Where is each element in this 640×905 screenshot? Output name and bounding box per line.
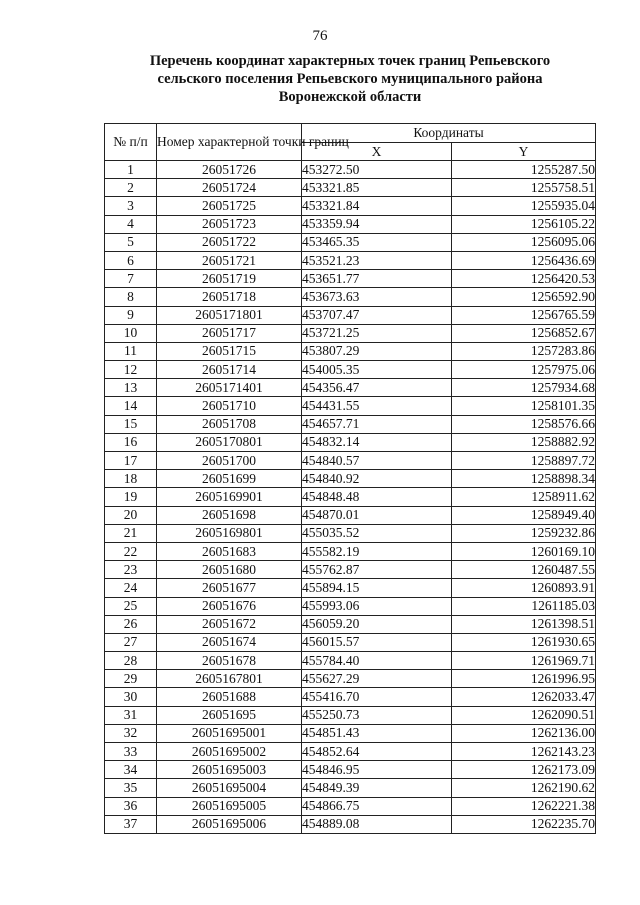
point-number-cell: 26051715	[157, 342, 302, 360]
y-coordinate-cell: 1256436.69	[452, 251, 596, 269]
point-number-cell: 26051719	[157, 270, 302, 288]
x-coordinate-cell: 453321.85	[302, 179, 452, 197]
x-coordinate-cell: 454832.14	[302, 433, 452, 451]
table-row	[105, 161, 596, 179]
row-number-cell: 17	[105, 452, 157, 470]
x-coordinate-cell: 456015.57	[302, 633, 452, 651]
row-number-cell: 3	[105, 197, 157, 215]
point-number-cell: 26051688	[157, 688, 302, 706]
row-number-cell: 6	[105, 251, 157, 269]
y-coordinate-cell: 1257934.68	[452, 379, 596, 397]
header-point-number: Номер характерной точки границ	[157, 124, 302, 161]
table-row	[105, 524, 596, 542]
point-number-cell: 26051672	[157, 615, 302, 633]
point-number-cell: 26051695005	[157, 797, 302, 815]
table-row	[105, 379, 596, 397]
table-row	[105, 415, 596, 433]
y-coordinate-cell: 1262033.47	[452, 688, 596, 706]
x-coordinate-cell: 455250.73	[302, 706, 452, 724]
title-line: сельского поселения Репьевского муниципального района	[157, 71, 543, 87]
y-coordinate-cell: 1261930.65	[452, 633, 596, 651]
table-row	[105, 179, 596, 197]
point-number-cell: 2605171401	[157, 379, 302, 397]
header-x: X	[302, 143, 452, 161]
title-line: Воронежской области	[278, 89, 422, 105]
point-number-cell: 26051717	[157, 324, 302, 342]
x-coordinate-cell: 455993.06	[302, 597, 452, 615]
x-coordinate-cell: 454840.57	[302, 452, 452, 470]
x-coordinate-cell: 453721.25	[302, 324, 452, 342]
row-number-cell: 25	[105, 597, 157, 615]
x-coordinate-cell: 454851.43	[302, 724, 452, 742]
y-coordinate-cell: 1256765.59	[452, 306, 596, 324]
row-number-cell: 11	[105, 342, 157, 360]
y-coordinate-cell: 1258897.72	[452, 452, 596, 470]
row-number-cell: 13	[105, 379, 157, 397]
row-number-cell: 24	[105, 579, 157, 597]
x-coordinate-cell: 454356.47	[302, 379, 452, 397]
table-row	[105, 670, 596, 688]
row-number-cell: 4	[105, 215, 157, 233]
x-coordinate-cell: 455784.40	[302, 652, 452, 670]
table-body	[105, 161, 596, 834]
table-row	[105, 724, 596, 742]
title-line: Перечень координат характерных точек границ Репьевского	[149, 53, 551, 69]
y-coordinate-cell: 1256105.22	[452, 215, 596, 233]
row-number-cell: 33	[105, 743, 157, 761]
x-coordinate-cell: 453521.23	[302, 251, 452, 269]
y-coordinate-cell: 1261996.95	[452, 670, 596, 688]
table-row	[105, 597, 596, 615]
row-number-cell: 36	[105, 797, 157, 815]
point-number-cell: 26051722	[157, 233, 302, 251]
point-number-cell: 26051724	[157, 179, 302, 197]
y-coordinate-cell: 1261969.71	[452, 652, 596, 670]
row-number-cell: 16	[105, 433, 157, 451]
y-coordinate-cell: 1261398.51	[452, 615, 596, 633]
table-row	[105, 488, 596, 506]
point-number-cell: 2605169801	[157, 524, 302, 542]
x-coordinate-cell: 453673.63	[302, 288, 452, 306]
x-coordinate-cell: 454005.35	[302, 361, 452, 379]
x-coordinate-cell: 454840.92	[302, 470, 452, 488]
x-coordinate-cell: 453651.77	[302, 270, 452, 288]
row-number-cell: 20	[105, 506, 157, 524]
row-number-cell: 1	[105, 161, 157, 179]
y-coordinate-cell: 1258101.35	[452, 397, 596, 415]
y-coordinate-cell: 1256852.67	[452, 324, 596, 342]
x-coordinate-cell: 455894.15	[302, 579, 452, 597]
x-coordinate-cell: 454846.95	[302, 761, 452, 779]
table-row	[105, 506, 596, 524]
y-coordinate-cell: 1262136.00	[452, 724, 596, 742]
header-coordinates: Координаты	[302, 124, 596, 143]
table-row	[105, 433, 596, 451]
x-coordinate-cell: 454848.48	[302, 488, 452, 506]
table-row	[105, 633, 596, 651]
point-number-cell: 2605167801	[157, 670, 302, 688]
table-row	[105, 215, 596, 233]
row-number-cell: 32	[105, 724, 157, 742]
row-number-cell: 5	[105, 233, 157, 251]
y-coordinate-cell: 1257975.06	[452, 361, 596, 379]
row-number-cell: 34	[105, 761, 157, 779]
row-number-cell: 19	[105, 488, 157, 506]
y-coordinate-cell: 1256095.06	[452, 233, 596, 251]
point-number-cell: 26051699	[157, 470, 302, 488]
point-number-cell: 2605171801	[157, 306, 302, 324]
y-coordinate-cell: 1262221.38	[452, 797, 596, 815]
table-row	[105, 652, 596, 670]
point-number-cell: 26051674	[157, 633, 302, 651]
x-coordinate-cell: 454866.75	[302, 797, 452, 815]
table-row	[105, 615, 596, 633]
table-row	[105, 251, 596, 269]
x-coordinate-cell: 455416.70	[302, 688, 452, 706]
row-number-cell: 28	[105, 652, 157, 670]
row-number-cell: 23	[105, 561, 157, 579]
x-coordinate-cell: 453807.29	[302, 342, 452, 360]
row-number-cell: 7	[105, 270, 157, 288]
y-coordinate-cell: 1261185.03	[452, 597, 596, 615]
y-coordinate-cell: 1258882.92	[452, 433, 596, 451]
table-row	[105, 324, 596, 342]
point-number-cell: 26051695006	[157, 815, 302, 833]
x-coordinate-cell: 455627.29	[302, 670, 452, 688]
y-coordinate-cell: 1262143.23	[452, 743, 596, 761]
y-coordinate-cell: 1256592.90	[452, 288, 596, 306]
x-coordinate-cell: 454852.64	[302, 743, 452, 761]
row-number-cell: 9	[105, 306, 157, 324]
table-row	[105, 561, 596, 579]
row-number-cell: 35	[105, 779, 157, 797]
point-number-cell: 26051683	[157, 542, 302, 560]
table-row	[105, 288, 596, 306]
x-coordinate-cell: 453272.50	[302, 161, 452, 179]
table-row	[105, 579, 596, 597]
row-number-cell: 27	[105, 633, 157, 651]
coordinates-table	[104, 123, 596, 834]
row-number-cell: 10	[105, 324, 157, 342]
table-row	[105, 197, 596, 215]
point-number-cell: 26051723	[157, 215, 302, 233]
point-number-cell: 26051718	[157, 288, 302, 306]
row-number-cell: 18	[105, 470, 157, 488]
point-number-cell: 26051676	[157, 597, 302, 615]
point-number-cell: 26051678	[157, 652, 302, 670]
point-number-cell: 26051680	[157, 561, 302, 579]
table-row	[105, 761, 596, 779]
y-coordinate-cell: 1260487.55	[452, 561, 596, 579]
x-coordinate-cell: 453707.47	[302, 306, 452, 324]
y-coordinate-cell: 1255287.50	[452, 161, 596, 179]
row-number-cell: 31	[105, 706, 157, 724]
y-coordinate-cell: 1258949.40	[452, 506, 596, 524]
table-row	[105, 342, 596, 360]
table-row	[105, 542, 596, 560]
row-number-cell: 22	[105, 542, 157, 560]
header-y: Y	[452, 143, 596, 161]
y-coordinate-cell: 1256420.53	[452, 270, 596, 288]
x-coordinate-cell: 454657.71	[302, 415, 452, 433]
row-number-cell: 29	[105, 670, 157, 688]
x-coordinate-cell: 455582.19	[302, 542, 452, 560]
row-number-cell: 37	[105, 815, 157, 833]
point-number-cell: 26051710	[157, 397, 302, 415]
x-coordinate-cell: 453321.84	[302, 197, 452, 215]
table-row	[105, 779, 596, 797]
point-number-cell: 26051726	[157, 161, 302, 179]
y-coordinate-cell: 1262235.70	[452, 815, 596, 833]
point-number-cell: 26051708	[157, 415, 302, 433]
y-coordinate-cell: 1262190.62	[452, 779, 596, 797]
point-number-cell: 26051700	[157, 452, 302, 470]
table-row	[105, 688, 596, 706]
point-number-cell: 26051695002	[157, 743, 302, 761]
y-coordinate-cell: 1262090.51	[452, 706, 596, 724]
table-row	[105, 706, 596, 724]
point-number-cell: 26051695004	[157, 779, 302, 797]
y-coordinate-cell: 1258911.62	[452, 488, 596, 506]
table-row	[105, 743, 596, 761]
point-number-cell: 26051698	[157, 506, 302, 524]
table-row	[105, 452, 596, 470]
x-coordinate-cell: 456059.20	[302, 615, 452, 633]
y-coordinate-cell: 1259232.86	[452, 524, 596, 542]
y-coordinate-cell: 1258576.66	[452, 415, 596, 433]
table-row	[105, 233, 596, 251]
point-number-cell: 26051695003	[157, 761, 302, 779]
row-number-cell: 8	[105, 288, 157, 306]
row-number-cell: 21	[105, 524, 157, 542]
table-row	[105, 797, 596, 815]
x-coordinate-cell: 453359.94	[302, 215, 452, 233]
table-row	[105, 470, 596, 488]
y-coordinate-cell: 1260893.91	[452, 579, 596, 597]
point-number-cell: 26051725	[157, 197, 302, 215]
x-coordinate-cell: 454849.39	[302, 779, 452, 797]
page-number: 76	[312, 28, 328, 44]
document-title	[120, 52, 580, 106]
x-coordinate-cell: 453465.35	[302, 233, 452, 251]
row-number-cell: 15	[105, 415, 157, 433]
table-row	[105, 270, 596, 288]
x-coordinate-cell: 454431.55	[302, 397, 452, 415]
y-coordinate-cell: 1255935.04	[452, 197, 596, 215]
table-row	[105, 361, 596, 379]
point-number-cell: 26051677	[157, 579, 302, 597]
row-number-cell: 12	[105, 361, 157, 379]
y-coordinate-cell: 1262173.09	[452, 761, 596, 779]
point-number-cell: 2605169901	[157, 488, 302, 506]
row-number-cell: 30	[105, 688, 157, 706]
y-coordinate-cell: 1260169.10	[452, 542, 596, 560]
table-row	[105, 306, 596, 324]
row-number-cell: 2	[105, 179, 157, 197]
x-coordinate-cell: 454870.01	[302, 506, 452, 524]
point-number-cell: 26051695001	[157, 724, 302, 742]
row-number-cell: 26	[105, 615, 157, 633]
table-row	[105, 815, 596, 833]
y-coordinate-cell: 1258898.34	[452, 470, 596, 488]
y-coordinate-cell: 1257283.86	[452, 342, 596, 360]
point-number-cell: 26051714	[157, 361, 302, 379]
x-coordinate-cell: 455035.52	[302, 524, 452, 542]
point-number-cell: 26051695	[157, 706, 302, 724]
point-number-cell: 26051721	[157, 251, 302, 269]
table-row	[105, 397, 596, 415]
point-number-cell: 2605170801	[157, 433, 302, 451]
y-coordinate-cell: 1255758.51	[452, 179, 596, 197]
row-number-cell: 14	[105, 397, 157, 415]
header-row-number: № п/п	[105, 124, 157, 161]
x-coordinate-cell: 455762.87	[302, 561, 452, 579]
x-coordinate-cell: 454889.08	[302, 815, 452, 833]
